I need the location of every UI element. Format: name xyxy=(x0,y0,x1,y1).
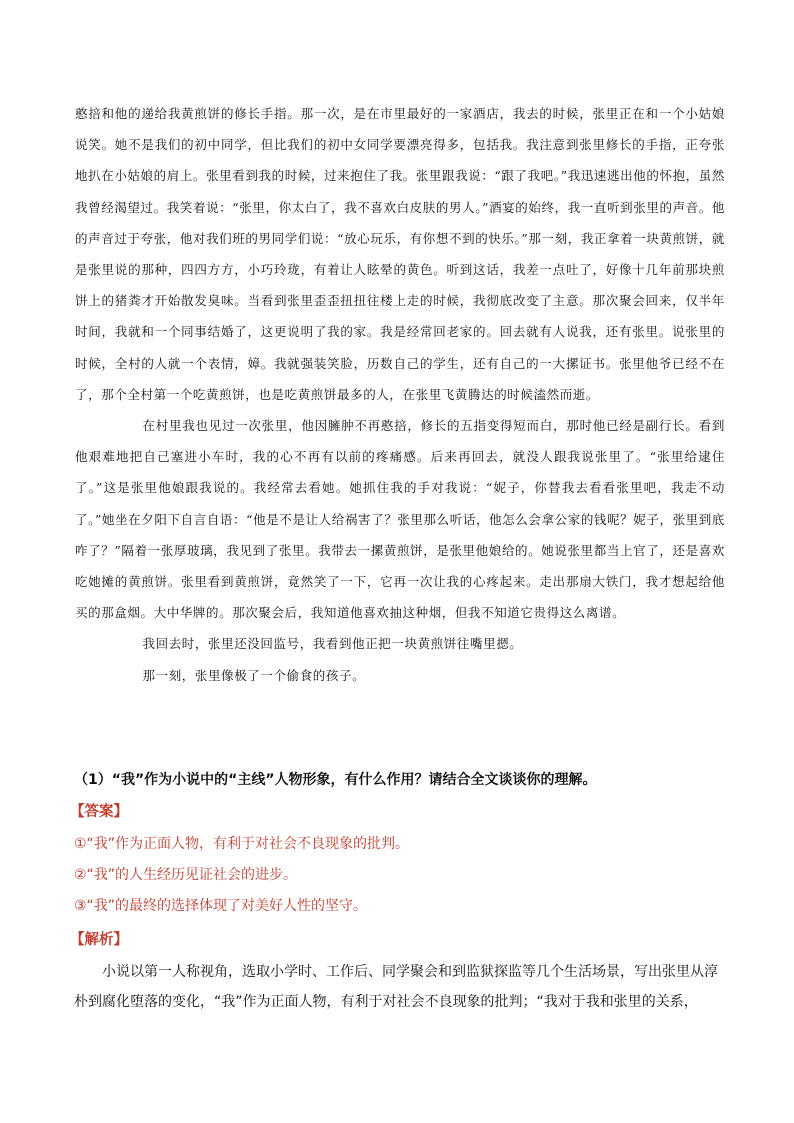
answer-item-3: ③“我”的最终的选择体现了对美好人性的坚守。 xyxy=(74,898,368,914)
story-paragraph-4: 那一刻，张里像极了一个偷食的孩子。 xyxy=(142,667,366,683)
question-answer-section xyxy=(70,766,724,1017)
analysis-text: 小说以第一人称视角，选取小学时、工作后、同学聚会和到监狱探监等几个生活场景，写出张里从淳朴到腐化堕落的变化，“我”作为正面人物，有利于对社会不良现象的批判；“我对于我和张里的关系， xyxy=(74,964,718,1010)
story-paragraph-1: 憨掊和他的递给我黄煎饼的修长手指。那一次，是在市里最好的一家酒店，我去的时候，张里正在和一个小姑娘说笑。她不是我们的初中同学，但比我们的初中女同学要漂亮得多，包括我。我注意到张里修长的手指，正夸张地扒在小姑娘的肩上。张里看到我的时候，过来抱住了我。张里跟我说：“跟了我吧。”我迅速逃出他的怀抱，虽然我曾经渴望过。我笑着说：“张里，你太白了，我不喜欢白皮肤的男人。”酒宴的始终，我一直听到张里的声音。他的声音过于夸张，他对我们班的男同学们说：“放心玩乐，有你想不到的快乐。”那一刻，我正拿着一块黄煎饼，就是张里说的那种，四四方方，小巧玲珑，有着让人眩晕的黄色。听到这话，我差一点吐了，好像十几年前那块煎饼上的猪粪才开始散发臭味。当看到张里歪歪扭扭往楼上走的时候，我彻底改变了主意。那次聚会回来，仅半年时间，我就和一个同事结婚了，这更说明了我的家。我是经常回老家的。回去就有人说我，还有张里。说张里的时候，全村的人就一个表情，嫜。我就强装笑脸，历数自己的学生，还有自己的一大摞证书。张里他爷已经不在了，那个全村第一个吃黄煎饼，也是吃黄煎饼最多的人，在张里飞黄腾达的时候溘然而逝。 xyxy=(75,106,725,402)
story-paragraph-3: 我回去时，张里还没回监号，我看到他正把一块黄煎饼往嘴里摁。 xyxy=(142,636,523,652)
answer-item-1: ①“我”作为正面人物，有利于对社会不良现象的批判。 xyxy=(74,836,410,852)
story-paragraph-2: 在村里我也见过一次张里，他因臃肿不再憨掊，修长的五指变得短而白，那时他已经是副行长。看到他艰难地把自己塞进小车时，我的心不再有以前的疼痛感。后来再回去，就没人跟我说张里了。“张里给逮住了。”这是张里他娘跟我说的。我经常去看她。她抓住我的手对我说：“妮子，你替我去看看张里吧，我走不动了。”她坐在夕阳下自言自语：“他是不是让人给祸害了？张里那么听话，他怎么会拿公家的钱呢？妮子，张里到底咋了？”隔着一张厚玻璃，我见到了张里。我带去一摞黄煎饼，是张里他娘给的。她说张里都当上官了，还是喜欢吃她摊的黄煎饼。张里看到黄煎饼，竟然笑了一下，它再一次让我的心疼起来。走出那扇大铁门，我才想起给他买的那盒烟。大中华牌的。那次聚会后，我知道他喜欢抽这种烟，但我不知道它贵得这么离谱。 xyxy=(75,418,725,621)
question-text: （1）“我”作为小说中的“主线”人物形象，有什么作用？请结合全文谈谈你的理解。 xyxy=(74,772,597,788)
answer-item-2: ②“我”的人生经历见证社会的进步。 xyxy=(74,867,298,883)
answer-label: 【答案】 xyxy=(70,804,128,820)
story-text xyxy=(75,98,725,691)
analysis-label: 【解析】 xyxy=(70,932,128,948)
